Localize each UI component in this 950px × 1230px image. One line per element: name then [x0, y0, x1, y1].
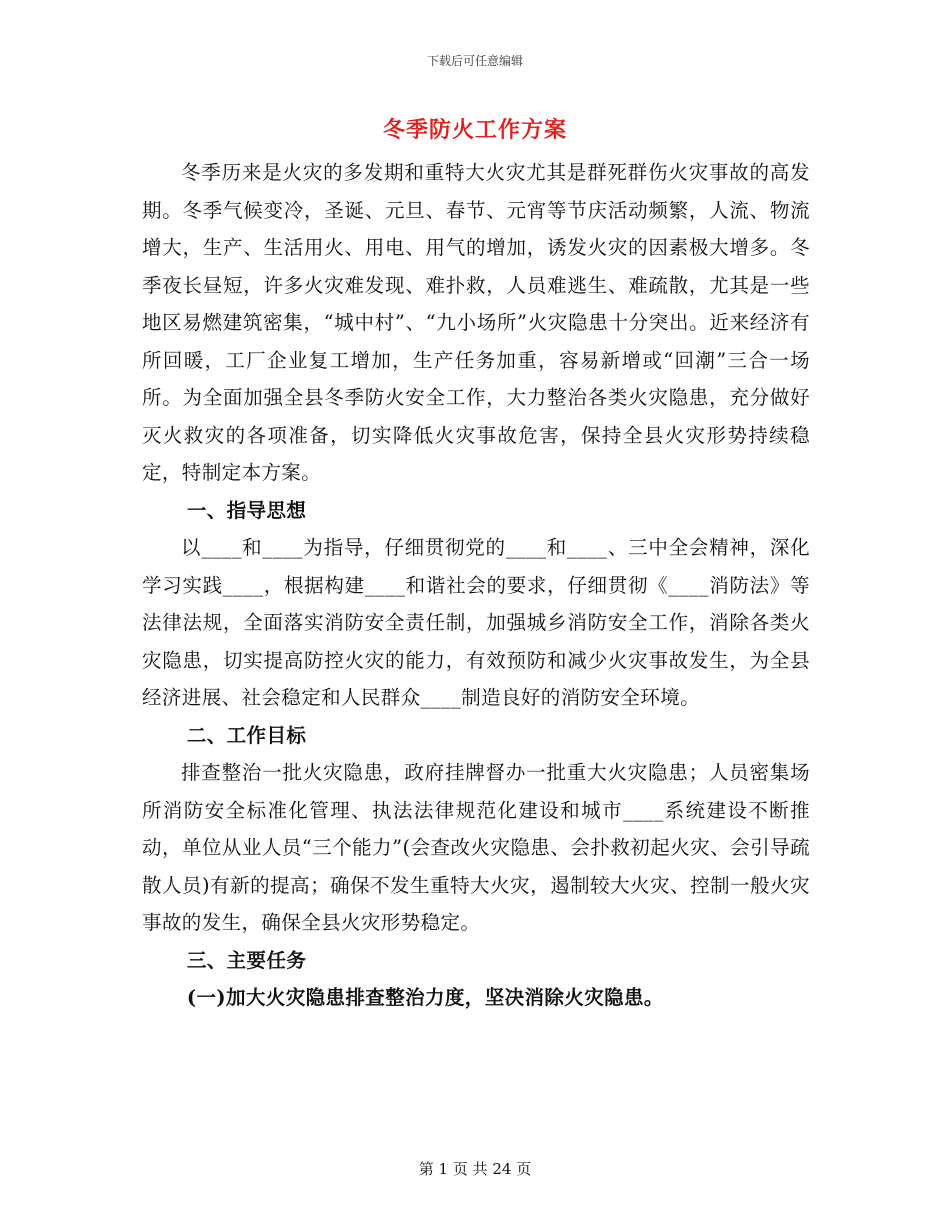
section-paragraph-guiding-ideology: 以____和____为指导，仔细贯彻党的____和____、三中全会精神，深化学习实践____，根据构建____和谐社会的要求，仔细贯彻《____消防法》等法律法规，全面落实消防安全责任制，加强城乡消防安全工作，消除各类火灾隐患，切实提高防控火灾的能力，有效预防和减少火灾事故发生，为全县经济进展、社会稳定和人民群众____制造良好的消防安全环境。	[142, 536, 810, 709]
section-paragraph-work-goals: 排查整治一批火灾隐患，政府挂牌督办一批重大火灾隐患；人员密集场所消防安全标准化管理、执法法律规范化建设和城市____系统建设不断推动，单位从业人员“三个能力”(会查改火灾隐患、会扑救初起火灾、会引导疏散人员)有新的提高；确保不发生重特大火灾，遏制较大火灾、控制一般火灾事故的发生，确保全县火灾形势稳定。	[142, 761, 810, 934]
header-note: 下载后可任意编辑	[426, 54, 523, 68]
subsection-heading-hazard-rectification: (一)加大火灾隐患排查整治力度，坚决消除火灾隐患。	[186, 986, 664, 1009]
document-title: 冬季防火工作方案	[382, 117, 567, 143]
document-body	[142, 154, 810, 1017]
section-heading-main-tasks: 三、主要任务	[186, 948, 307, 972]
intro-paragraph: 冬季历来是火灾的多发期和重特大火灾尤其是群死群伤火灾事故的高发期。冬季气候变冷，圣诞、元旦、春节、元宵等节庆活动频繁，人流、物流增大，生产、生活用火、用电、用气的增加，诱发火灾的因素极大增多。冬季夜长昼短，许多火灾难发现、难扑救，人员难逃生、难疏散，尤其是一些地区易燃建筑密集，“城中村”、“九小场所”火灾隐患十分突出。近来经济有所回暖，工厂企业复工增加，生产任务加重，容易新增或“回潮”三合一场所。为全面加强全县冬季防火安全工作，大力整治各类火灾隐患，充分做好灭火救灾的各项准备，切实降低火灾事故危害，保持全县火灾形势持续稳定，特制定本方案。	[142, 161, 810, 484]
section-heading-guiding-ideology: 一、指导思想	[186, 498, 307, 522]
section-heading-work-goals: 二、工作目标	[186, 723, 307, 747]
page-number: 第 1 页 共 24 页	[418, 1160, 532, 1178]
